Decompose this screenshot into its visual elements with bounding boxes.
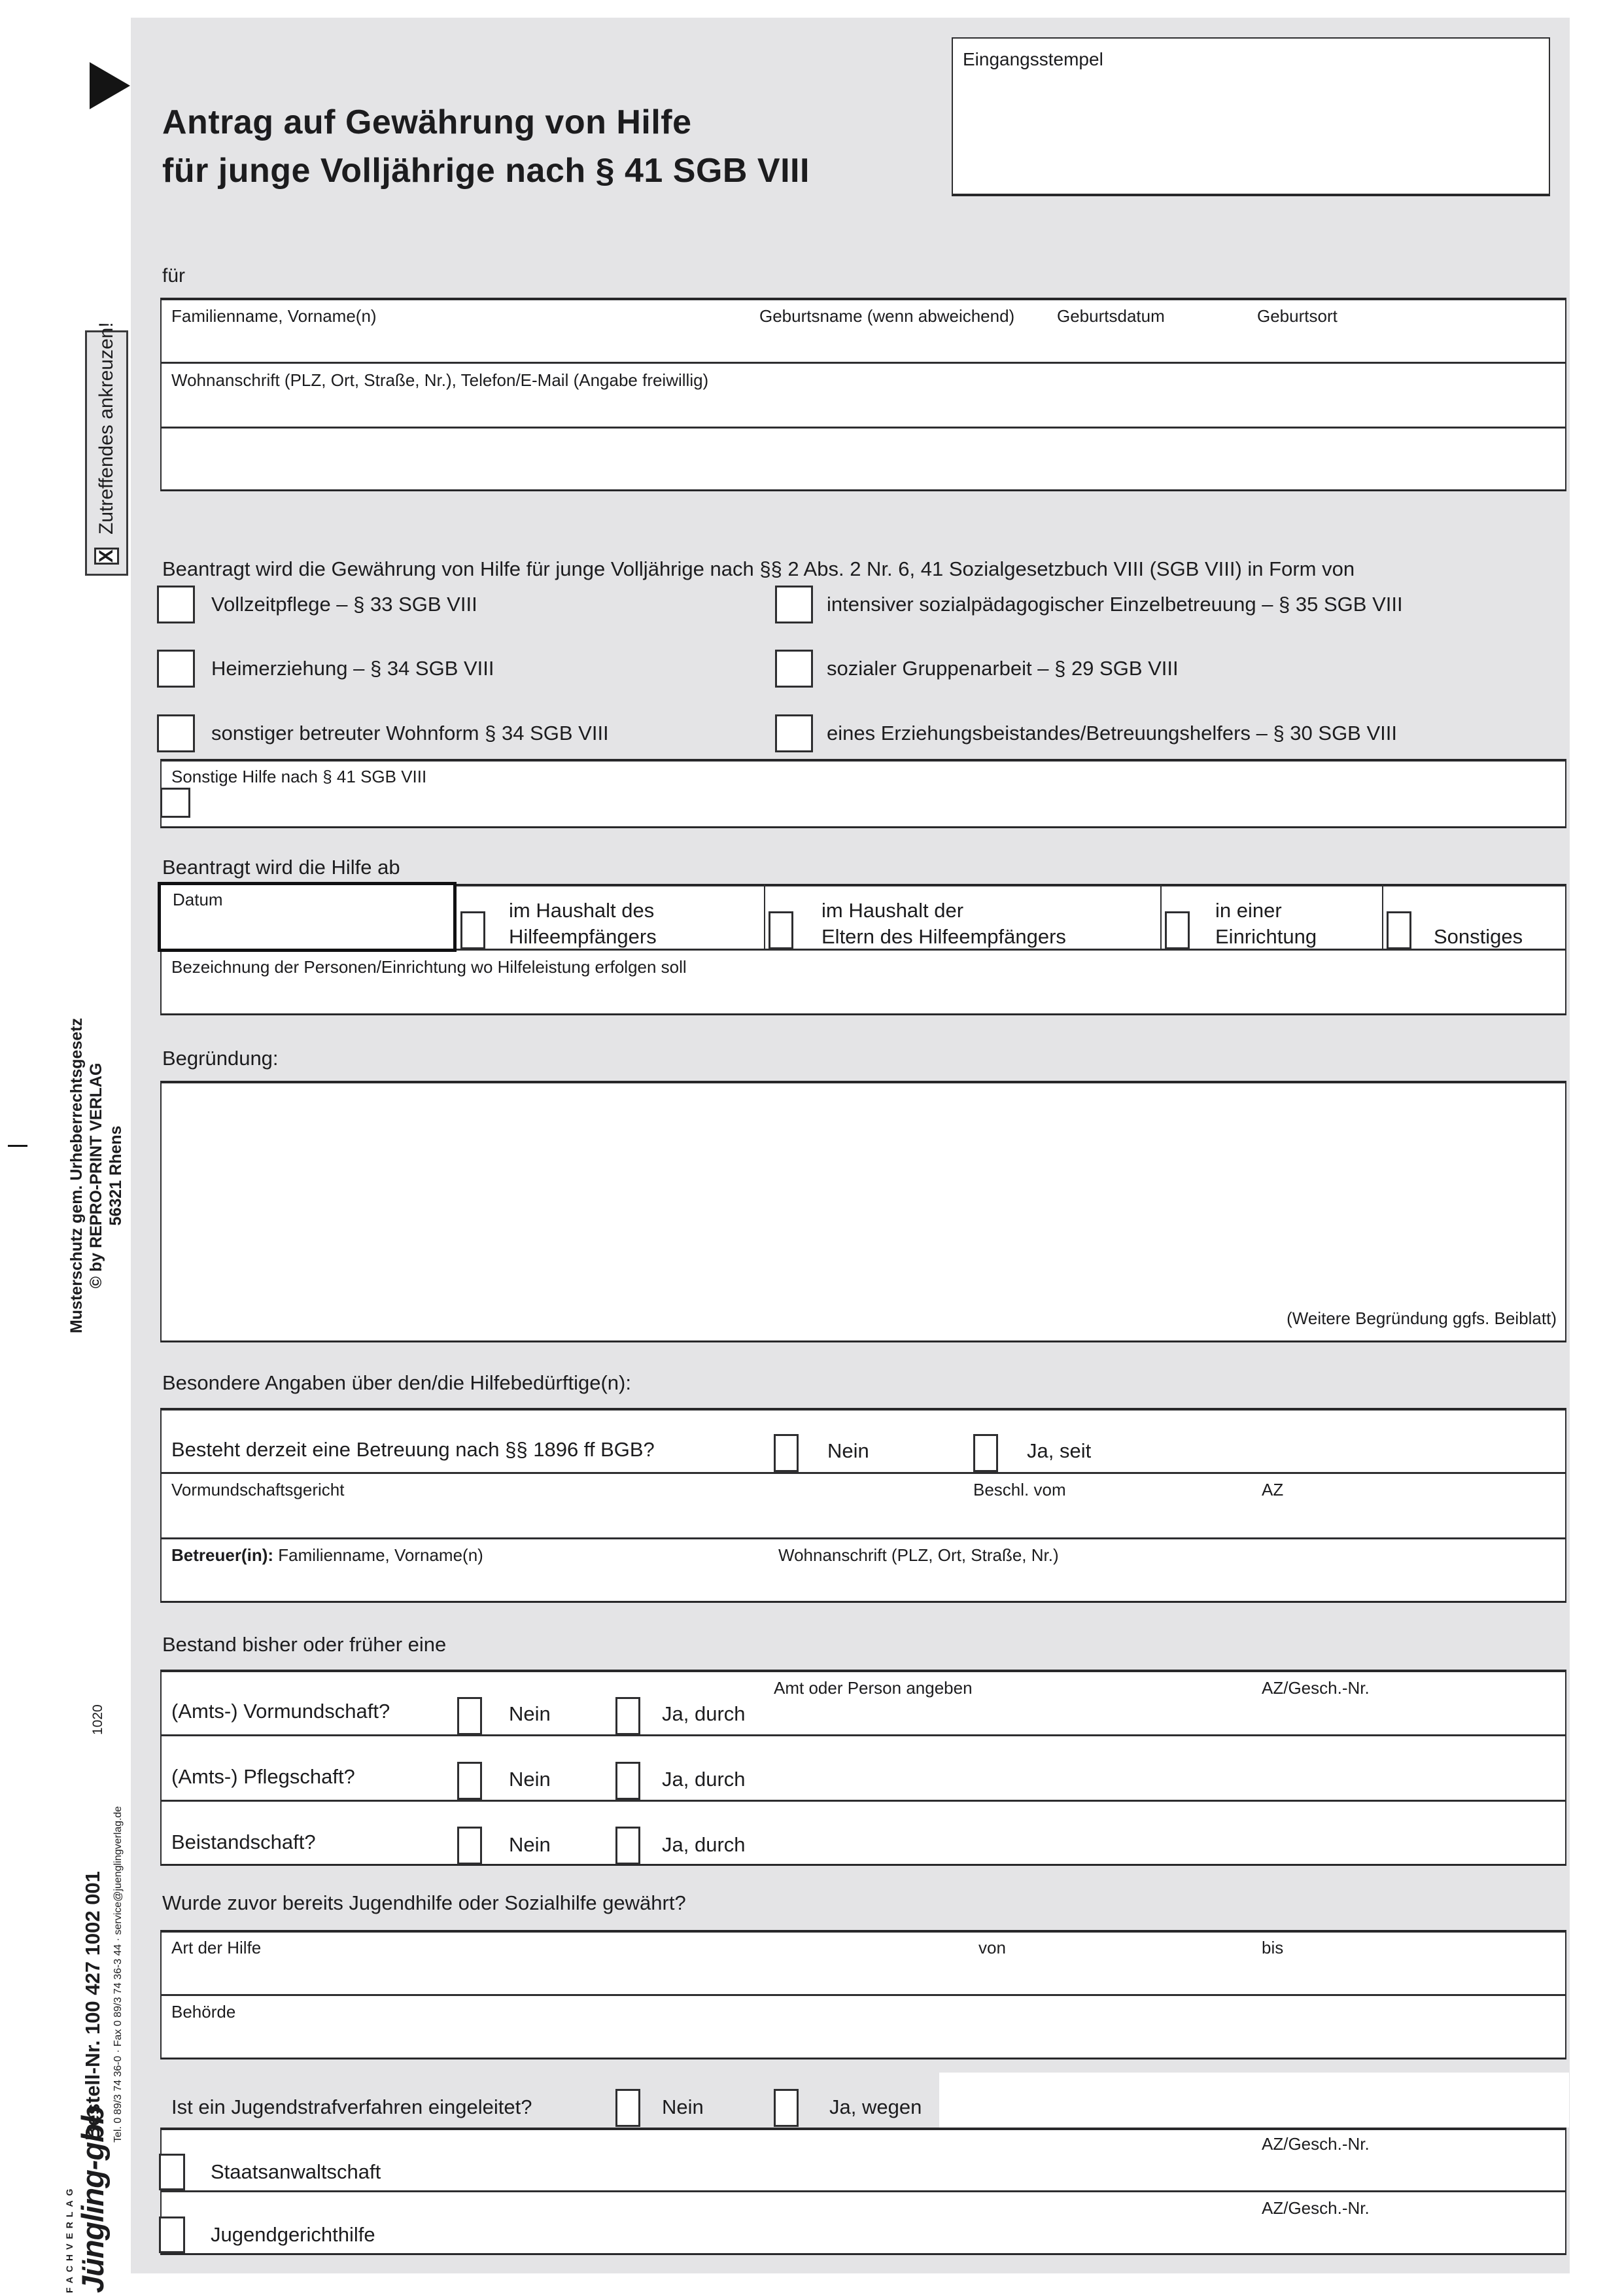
option-label: im Haushalt des [509,899,655,922]
special-panel[interactable] [160,1408,1566,1603]
option-label: Sonstiges [1434,925,1523,948]
checkbox-vormundschaft-ja[interactable] [615,1697,640,1735]
aid-type-label: Art der Hilfe [171,1938,262,1957]
prior-care-question: (Amts-) Vormundschaft? [171,1700,390,1723]
authority-label: Behörde [171,2002,236,2022]
guardian-address-label: Wohnanschrift (PLZ, Ort, Straße, Nr.) [778,1545,1059,1565]
decision-field-label: Beschl. vom [973,1480,1066,1499]
option-label: Heimerziehung – § 34 SGB VIII [211,657,494,680]
row-divider [160,1994,1566,1996]
checkbox-einzelbetreuung[interactable] [775,586,813,623]
checkbox-wohnform[interactable] [157,714,195,752]
birthplace-field-label: Geburtsort [1257,306,1338,326]
checkbox-heimerziehung[interactable] [157,650,195,688]
prior-care-question: (Amts-) Pflegschaft? [171,1765,355,1788]
criminal-reason-field[interactable] [939,2073,1569,2128]
court-field-label: Vormundschaftsgericht [171,1480,345,1499]
staatsanwaltschaft-label: Staatsanwaltschaft [211,2160,381,2183]
reason-panel[interactable] [160,1081,1566,1342]
aid-to-label: bis [1262,1938,1284,1957]
criminal-no-label: Nein [662,2095,704,2118]
special-question: Besteht derzeit eine Betreuung nach §§ 1896 ff BGB? [171,1438,655,1461]
row-divider [160,362,1566,364]
column-divider [1382,884,1383,949]
option-label: sonstiger betreuter Wohnform § 34 SGB VIII [211,722,609,745]
guardian-label-bold: Betreuer(in): [171,1545,274,1565]
checkbox-beistandschaft-nein[interactable] [457,1827,482,1865]
checkbox-staatsanwaltschaft[interactable] [159,2154,185,2190]
publisher-contact: Tel. 0 89/3 74 36-0 · Fax 0 89/3 74 36-3 44 · service@juenglingverlag.de [112,1806,124,2143]
no-label: Nein [509,1702,551,1725]
publisher-logo [64,2106,149,2293]
row-divider [160,1734,1566,1736]
checkbox-betreuung-nein[interactable] [774,1434,799,1472]
guardian-label-rest: Familienname, Vorname(n) [273,1545,483,1565]
checkbox-vollzeitpflege[interactable] [157,586,195,623]
name-field-label: Familienname, Vorname(n) [171,306,377,326]
publisher-tagline: FACHVERLAG [64,2184,75,2293]
help-start-heading: Beantragt wird die Hilfe ab [162,856,400,879]
az-label-2: AZ/Gesch.-Nr. [1262,2198,1370,2218]
jugendgerichthilfe-label: Jugendgerichthilfe [211,2223,375,2246]
checkbox-haushalt-eltern[interactable] [769,911,793,949]
form-code: 1020 [90,1704,105,1735]
no-label: Nein [509,1768,551,1791]
criminal-yes-label: Ja, wegen [829,2095,922,2118]
az-label-1: AZ/Gesch.-Nr. [1262,2134,1370,2154]
checkbox-strafverfahren-ja[interactable] [774,2089,799,2127]
other-help-label: Sonstige Hilfe nach § 41 SGB VIII [171,767,427,786]
publisher-name: Jüngling-gbb [75,2106,110,2293]
page-title-line1: Antrag auf Gewährung von Hilfe [162,103,692,141]
checkbox-pflegschaft-ja[interactable] [615,1762,640,1800]
x-checkbox-icon: X [94,548,119,565]
option-label: im Haushalt der [821,899,964,922]
check-note-label: Zutreffendes ankreuzen! [95,322,117,534]
fold-mark [8,1145,27,1147]
reason-heading: Begründung: [162,1047,279,1070]
prior-aid-heading: Wurde zuvor bereits Jugendhilfe oder Sozialhilfe gewährt? [162,1891,686,1914]
checkbox-jugendgerichthilfe[interactable] [159,2216,185,2253]
row-divider [160,1537,1566,1539]
copyright-line1: Musterschutz gem. Urheberrechtsgesetz [67,1017,86,1334]
address-field-label: Wohnanschrift (PLZ, Ort, Straße, Nr.), Telefon/E-Mail (Angabe freiwillig) [171,370,709,390]
checkbox-sonstige-hilfe[interactable] [160,788,190,818]
checkbox-sonstiges[interactable] [1387,911,1411,949]
page-title-line2: für junge Volljährige nach § 41 SGB VIII [162,152,810,190]
prior-care-heading: Bestand bisher oder früher eine [162,1633,447,1656]
checkbox-betreuung-ja[interactable] [973,1434,998,1472]
copyright-block [67,996,127,1356]
betreuung-yes-label: Ja, seit [1027,1439,1092,1462]
az-field-label: AZ [1262,1480,1284,1499]
row-divider [160,1472,1566,1474]
row-divider [160,2190,1566,2192]
row-divider [160,427,1566,429]
no-label: Nein [509,1833,551,1856]
stamp-label: Eingangsstempel [963,49,1103,69]
corner-marker-icon [90,62,130,109]
checkbox-erziehungsbeistand[interactable] [775,714,813,752]
prior-care-panel[interactable] [160,1670,1566,1866]
help-form-intro: Beantragt wird die Gewährung von Hilfe für junge Volljährige nach §§ 2 Abs. 2 Nr. 6, 41 Sozialgesetzbuch VIII (SGB VIII) in Form von [162,557,1355,580]
aid-from-label: von [978,1938,1006,1957]
option-label: Vollzeitpflege – § 33 SGB VIII [211,593,477,616]
checkbox-einrichtung[interactable] [1165,911,1190,949]
birthdate-field-label: Geburtsdatum [1057,306,1165,326]
for-label: für [162,265,186,287]
yes-label: Ja, durch [662,1833,746,1856]
checkbox-pflegschaft-nein[interactable] [457,1762,482,1800]
check-note-strip [85,322,128,576]
office-column-label: Amt oder Person angeben [774,1678,973,1698]
special-heading: Besondere Angaben über den/die Hilfebedürftige(n): [162,1371,631,1394]
guardian-field-label [171,1545,483,1565]
checkbox-gruppenarbeit[interactable] [775,650,813,688]
option-label: Eltern des Hilfeempfängers [821,925,1066,948]
order-number: Bestell-Nr. 100 427 1002 001 [81,1871,104,2141]
checkbox-strafverfahren-nein[interactable] [615,2089,640,2127]
option-label: eines Erziehungsbeistandes/Betreuungshelfers – § 30 SGB VIII [827,722,1397,745]
option-label: in einer [1215,899,1282,922]
yes-label: Ja, durch [662,1768,746,1791]
location-field-label: Bezeichnung der Personen/Einrichtung wo Hilfeleistung erfolgen soll [171,957,687,977]
checkbox-vormundschaft-nein[interactable] [457,1697,482,1735]
copyright-line3: 56321 Rhens [107,1125,125,1226]
applicant-panel[interactable] [160,298,1566,491]
option-label: Einrichtung [1215,925,1317,948]
checkbox-haushalt-hilfeempfaenger[interactable] [460,911,485,949]
column-divider [1160,884,1162,949]
date-field-label: Datum [173,890,223,909]
checkbox-beistandschaft-ja[interactable] [615,1827,640,1865]
option-label: intensiver sozialpädagogischer Einzelbetreuung – § 35 SGB VIII [827,593,1403,616]
az-column-label: AZ/Gesch.-Nr. [1262,1678,1370,1698]
birthname-field-label: Geburtsname (wenn abweichend) [759,306,1015,326]
yes-label: Ja, durch [662,1702,746,1725]
column-divider [764,884,765,949]
copyright-line2: © by REPRO-PRINT VERLAG [87,1062,105,1289]
option-label: Hilfeempfängers [509,925,657,948]
option-label: sozialer Gruppenarbeit – § 29 SGB VIII [827,657,1179,680]
reason-note: (Weitere Begründung ggfs. Beiblatt) [1287,1308,1557,1328]
criminal-question: Ist ein Jugendstrafverfahren eingeleitet? [171,2095,532,2118]
row-divider [160,1800,1566,1802]
betreuung-no-label: Nein [827,1439,869,1462]
prior-care-question: Beistandschaft? [171,1831,316,1853]
